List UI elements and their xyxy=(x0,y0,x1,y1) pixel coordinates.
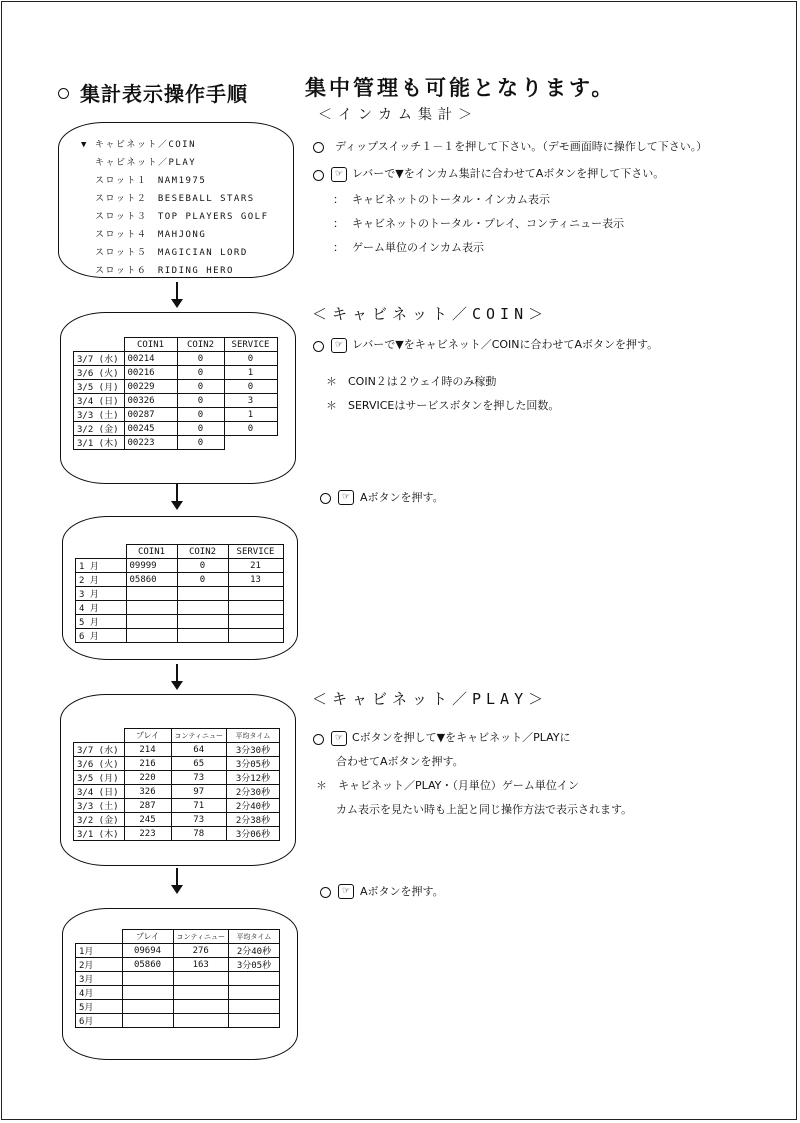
table-cell xyxy=(122,1014,173,1028)
table-row xyxy=(76,601,284,615)
table-header: COIN1 xyxy=(124,338,177,352)
bullet-circle-icon xyxy=(320,887,331,898)
table-cell: 216 xyxy=(124,757,171,771)
coin-note: ＊ SERVICEはサービスボタンを押した回数。 xyxy=(326,399,560,412)
table-cell: 3/7 (水) xyxy=(74,743,125,757)
play-heading: ＜キャビネット／PLAY＞ xyxy=(312,690,549,708)
down-arrow-icon xyxy=(176,664,178,688)
table-cell: 3/4 (日) xyxy=(74,394,125,408)
table-row xyxy=(76,587,284,601)
table-cell: 3 xyxy=(224,394,277,408)
bullet-circle-icon xyxy=(313,341,324,352)
table-cell: 3分30秒 xyxy=(226,743,279,757)
income-sub-item: ゲーム単位のインカム表示 xyxy=(352,241,484,254)
table-row xyxy=(76,986,280,1000)
table-cell xyxy=(126,587,177,601)
table-cell: 2分30秒 xyxy=(226,785,279,799)
table-header-row xyxy=(74,729,280,743)
table-cell: 1 月 xyxy=(76,559,127,573)
table-header: COIN2 xyxy=(177,338,224,352)
table-cell xyxy=(173,986,228,1000)
down-arrow-icon xyxy=(176,282,178,306)
table-cell: 05860 xyxy=(122,958,173,972)
table-cell: 00216 xyxy=(124,366,177,380)
table-cell: 6 月 xyxy=(76,629,127,643)
table-cell xyxy=(126,601,177,615)
play-step1-line2: 合わせてAボタンを押す。 xyxy=(336,755,464,768)
table-cell xyxy=(228,601,283,615)
table-cell: 0 xyxy=(177,573,228,587)
table-cell: 3分05秒 xyxy=(226,757,279,771)
coin-daily-screen xyxy=(60,312,296,484)
table-cell: 13 xyxy=(228,573,283,587)
coin-note: ＊ COIN２は２ウェイ時のみ稼動 xyxy=(326,375,497,388)
table-row xyxy=(76,573,284,587)
table-header xyxy=(76,930,123,944)
table-row xyxy=(76,972,280,986)
table-cell: 0 xyxy=(177,394,224,408)
table-row xyxy=(74,743,280,757)
hand-pointer-icon: ☞ xyxy=(338,884,354,899)
table-cell: 3/7 (水) xyxy=(74,352,125,366)
table-row xyxy=(76,559,284,573)
play-daily-table xyxy=(73,728,280,841)
table-row xyxy=(74,771,280,785)
table-cell: 3分12秒 xyxy=(226,771,279,785)
table-cell: 0 xyxy=(177,559,228,573)
play-note-line2: カム表示を見たい時も上記と同じ操作方法で表示されます。 xyxy=(336,803,633,816)
table-header xyxy=(74,338,125,352)
hand-pointer-icon: ☞ xyxy=(331,338,347,353)
table-cell: 1 xyxy=(224,366,277,380)
play-step2: Aボタンを押す。 xyxy=(360,885,444,898)
table-cell: 4 月 xyxy=(76,601,127,615)
table-row xyxy=(74,394,278,408)
menu-item: ▼ キャビネット／COIN xyxy=(81,140,197,150)
table-row xyxy=(74,422,278,436)
table-header: SERVICE xyxy=(228,545,283,559)
table-row xyxy=(76,958,280,972)
table-cell xyxy=(122,986,173,1000)
coin-heading: ＜キャビネット／COIN＞ xyxy=(312,305,549,323)
income-sub-item: キャビネットのトータル・インカム表示 xyxy=(352,193,550,206)
table-cell: 09999 xyxy=(126,559,177,573)
table-cell: 0 xyxy=(177,436,224,450)
table-cell xyxy=(228,986,279,1000)
table-cell: 73 xyxy=(171,813,226,827)
hand-pointer-icon: ☞ xyxy=(331,731,347,746)
table-cell: 3/5 (月) xyxy=(74,771,125,785)
table-cell: 1月 xyxy=(76,944,123,958)
table-header: 平均タイム xyxy=(226,729,279,743)
table-cell: 3/4 (日) xyxy=(74,785,125,799)
table-cell xyxy=(228,1000,279,1014)
menu-item: スロット２ BESEBALL STARS xyxy=(95,194,255,204)
table-cell: 5月 xyxy=(76,1000,123,1014)
table-header: プレイ xyxy=(122,930,173,944)
coin-monthly-screen xyxy=(62,516,298,660)
table-cell: 3/5 (月) xyxy=(74,380,125,394)
table-header: SERVICE xyxy=(224,338,277,352)
table-row xyxy=(74,827,280,841)
bullet-circle-icon xyxy=(313,734,324,745)
table-cell: 09694 xyxy=(122,944,173,958)
table-cell xyxy=(173,1000,228,1014)
table-cell xyxy=(177,587,228,601)
coin-step1: レバーで▼をキャビネット／COINに合わせてAボタンを押す。 xyxy=(352,338,659,351)
table-cell: 0 xyxy=(224,380,277,394)
income-step1: ディップスイッチ１－１を押して下さい。（デモ画面時に操作して下さい。） xyxy=(335,140,708,153)
bullet-circle-icon xyxy=(58,88,69,99)
table-cell: 0 xyxy=(177,408,224,422)
colon-mark: ： xyxy=(333,217,344,230)
table-cell xyxy=(122,1000,173,1014)
table-cell: 276 xyxy=(173,944,228,958)
table-header: 平均タイム xyxy=(228,930,279,944)
table-cell: 3月 xyxy=(76,972,123,986)
table-cell: 3/1 (木) xyxy=(74,827,125,841)
table-cell: 0 xyxy=(177,380,224,394)
table-cell: 6月 xyxy=(76,1014,123,1028)
table-row xyxy=(76,615,284,629)
table-header xyxy=(74,729,125,743)
table-cell: 00245 xyxy=(124,422,177,436)
table-cell: 223 xyxy=(124,827,171,841)
table-cell: 00223 xyxy=(124,436,177,450)
table-row xyxy=(76,629,284,643)
table-row xyxy=(74,436,278,450)
table-cell xyxy=(228,972,279,986)
table-cell: 05860 xyxy=(126,573,177,587)
table-row xyxy=(76,1000,280,1014)
table-cell: 64 xyxy=(171,743,226,757)
table-header: プレイ xyxy=(124,729,171,743)
table-cell: 287 xyxy=(124,799,171,813)
table-header xyxy=(76,545,127,559)
down-arrow-icon xyxy=(176,484,178,508)
table-cell: 326 xyxy=(124,785,171,799)
table-cell: 2分38秒 xyxy=(226,813,279,827)
table-cell: 0 xyxy=(224,422,277,436)
table-cell: 0 xyxy=(224,352,277,366)
table-cell: 71 xyxy=(171,799,226,813)
coin-step2: Aボタンを押す。 xyxy=(360,491,444,504)
menu-item: スロット４ MAHJONG xyxy=(95,230,207,240)
menu-item: スロット１ NAM1975 xyxy=(95,176,207,186)
table-cell: 220 xyxy=(124,771,171,785)
table-header: COIN1 xyxy=(126,545,177,559)
table-cell: 1 xyxy=(224,408,277,422)
table-cell: 2 月 xyxy=(76,573,127,587)
table-cell xyxy=(177,629,228,643)
bullet-circle-icon xyxy=(313,170,324,181)
hand-pointer-icon: ☞ xyxy=(338,490,354,505)
table-header-row xyxy=(76,930,280,944)
table-cell: 2分40秒 xyxy=(226,799,279,813)
table-cell xyxy=(177,615,228,629)
table-cell: 245 xyxy=(124,813,171,827)
table-cell: 65 xyxy=(171,757,226,771)
menu-item: スロット６ RIDING HERO xyxy=(95,266,234,276)
table-row xyxy=(74,380,278,394)
table-row xyxy=(76,944,280,958)
play-step1-line1: Cボタンを押して▼をキャビネット／PLAYに xyxy=(352,731,571,744)
table-cell: 00229 xyxy=(124,380,177,394)
table-cell: 78 xyxy=(171,827,226,841)
table-cell: 3/2 (金) xyxy=(74,813,125,827)
table-cell: 00287 xyxy=(124,408,177,422)
table-cell: 0 xyxy=(177,366,224,380)
income-step2: レバーで▼をインカム集計に合わせてAボタンを押して下さい。 xyxy=(352,167,665,180)
menu-screen xyxy=(58,122,294,278)
table-header-row xyxy=(74,338,278,352)
table-cell xyxy=(228,615,283,629)
table-row xyxy=(76,1014,280,1028)
table-cell xyxy=(173,1014,228,1028)
table-cell: 163 xyxy=(173,958,228,972)
bullet-circle-icon xyxy=(313,142,324,153)
table-cell: 214 xyxy=(124,743,171,757)
down-arrow-icon xyxy=(176,868,178,892)
coin-monthly-table xyxy=(75,544,284,643)
menu-item: キャビネット／PLAY xyxy=(95,158,197,168)
hand-pointer-icon: ☞ xyxy=(331,167,347,182)
table-cell: 3分05秒 xyxy=(228,958,279,972)
table-header-row xyxy=(76,545,284,559)
table-cell: 97 xyxy=(171,785,226,799)
menu-item: スロット３ TOP PLAYERS GOLF xyxy=(95,212,269,222)
left-title: 集計表示操作手順 xyxy=(80,82,248,106)
main-title: 集中管理も可能となります。 xyxy=(305,76,616,100)
colon-mark: ： xyxy=(333,193,344,206)
table-header: COIN2 xyxy=(177,545,228,559)
table-row xyxy=(74,408,278,422)
table-cell xyxy=(126,629,177,643)
table-row xyxy=(74,352,278,366)
play-monthly-screen xyxy=(62,908,298,1060)
table-cell xyxy=(122,972,173,986)
table-cell: 21 xyxy=(228,559,283,573)
table-cell: 0 xyxy=(177,352,224,366)
table-cell: 3 月 xyxy=(76,587,127,601)
table-cell: 00326 xyxy=(124,394,177,408)
table-row xyxy=(74,757,280,771)
table-cell: 3/3 (土) xyxy=(74,408,125,422)
table-cell: 73 xyxy=(171,771,226,785)
play-note-line1: ＊ キャビネット／PLAY・（月単位）ゲーム単位イン xyxy=(316,779,579,792)
table-cell xyxy=(173,972,228,986)
table-cell: 2月 xyxy=(76,958,123,972)
coin-daily-table xyxy=(73,337,278,450)
table-row xyxy=(74,813,280,827)
table-header: コンティニュー xyxy=(173,930,228,944)
table-cell xyxy=(177,601,228,615)
table-cell: 2分40秒 xyxy=(228,944,279,958)
table-cell: 3/1 (木) xyxy=(74,436,125,450)
colon-mark: ： xyxy=(333,241,344,254)
table-cell: 0 xyxy=(177,422,224,436)
table-cell: 00214 xyxy=(124,352,177,366)
table-cell xyxy=(224,436,277,450)
table-row xyxy=(74,799,280,813)
table-cell xyxy=(126,615,177,629)
table-cell: 3/6 (火) xyxy=(74,366,125,380)
income-heading: ＜インカム集計＞ xyxy=(318,107,478,123)
table-cell: 3分06秒 xyxy=(226,827,279,841)
table-cell: 4月 xyxy=(76,986,123,1000)
table-header: コンティニュー xyxy=(171,729,226,743)
table-cell xyxy=(228,587,283,601)
table-cell: 3/3 (土) xyxy=(74,799,125,813)
table-row xyxy=(74,785,280,799)
income-sub-item: キャビネットのトータル・プレイ、コンティニュー表示 xyxy=(352,217,625,230)
menu-item: スロット５ MAGICIAN LORD xyxy=(95,248,248,258)
bullet-circle-icon xyxy=(320,493,331,504)
table-cell: 5 月 xyxy=(76,615,127,629)
table-cell: 3/2 (金) xyxy=(74,422,125,436)
play-daily-screen xyxy=(60,694,296,866)
table-cell: 3/6 (火) xyxy=(74,757,125,771)
table-cell xyxy=(228,1014,279,1028)
table-cell xyxy=(228,629,283,643)
table-row xyxy=(74,366,278,380)
play-monthly-table xyxy=(75,929,280,1028)
